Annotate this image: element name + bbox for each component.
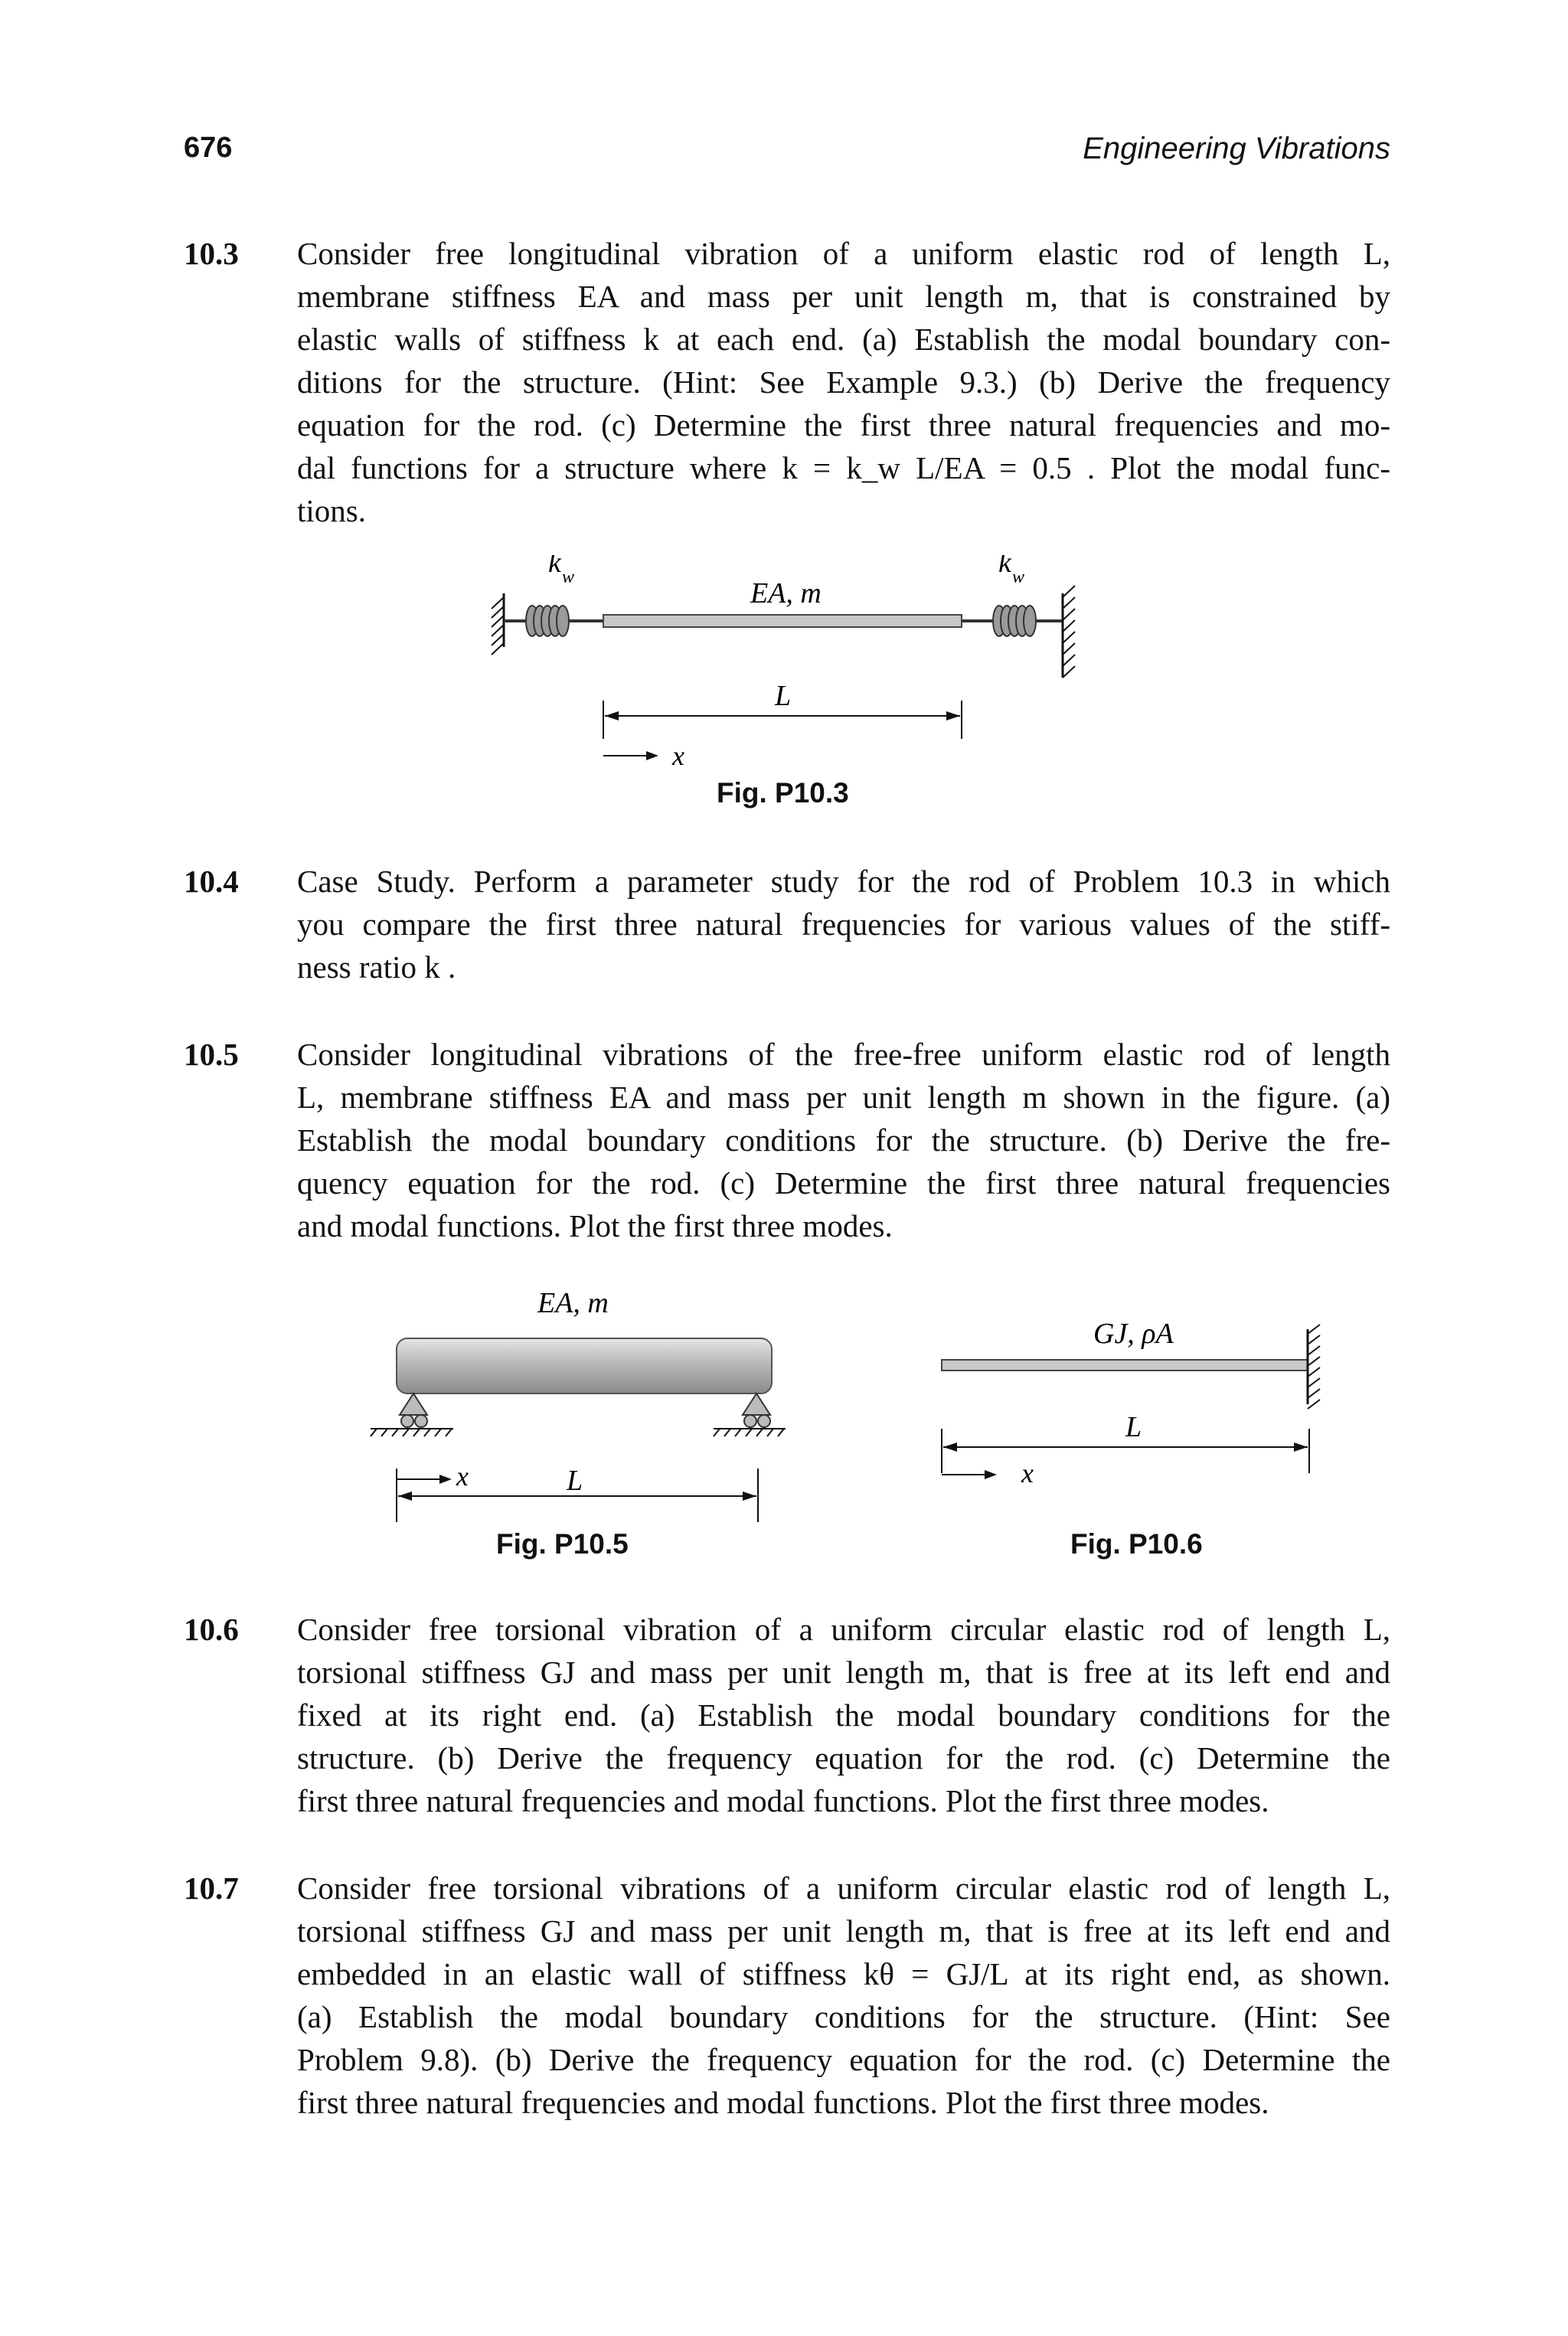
text-line: first three natural frequencies and modal functions. Plot the first three modes. — [297, 1783, 1269, 1818]
figure-p10-5 — [360, 1279, 789, 1570]
text-line: embedded in an elastic wall of stiffness kθ = GJ/L at its right end, as shown. — [297, 1956, 1390, 1991]
label-kw-left-sub: w — [562, 567, 575, 587]
fixed-wall-hatch — [1308, 1325, 1320, 1409]
figure-caption: Fig. P10.6 — [1070, 1528, 1203, 1560]
rod — [942, 1360, 1308, 1371]
figure-caption: Fig. P10.3 — [717, 777, 849, 809]
label-kw-right: k — [998, 555, 1011, 579]
text-line: (a) Establish the modal boundary conditions for the structure. (Hint: See — [297, 1999, 1390, 2034]
left-wall-hatch — [492, 597, 504, 655]
label-x: x — [672, 740, 684, 769]
text-line: quency equation for the rod. (c) Determine the first three natural frequencies — [297, 1165, 1390, 1201]
text-line: Problem 9.8). (b) Derive the frequency equation for the rod. (c) Determine the — [297, 2042, 1390, 2077]
figure-p10-3 — [475, 555, 1102, 815]
text-line: ditions for the structure. (Hint: See Example 9.3.) (b) Derive the frequency — [297, 364, 1390, 400]
label-x: x — [1021, 1458, 1034, 1488]
text-line: structure. (b) Derive the frequency equation for the rod. (c) Determine the — [297, 1740, 1390, 1776]
figure-caption: Fig. P10.5 — [496, 1528, 629, 1560]
problem-text — [297, 1867, 1390, 2124]
right-roller-support — [714, 1393, 786, 1436]
text-line: torsional stiffness GJ and mass per unit length m, that is free at its left end and — [297, 1655, 1390, 1690]
problem-text — [297, 1608, 1390, 1822]
text-line: torsional stiffness GJ and mass per unit length m, that is free at its left end and — [297, 1913, 1390, 1949]
text-line: dal functions for a structure where k = k_w L/EA = 0.5 . Plot the modal func- — [297, 450, 1390, 485]
text-line: equation for the rod. (c) Determine the first three natural frequencies and mo- — [297, 407, 1390, 443]
text-line: first three natural frequencies and modal functions. Plot the first three modes. — [297, 2085, 1269, 2120]
text-line: Consider free torsional vibrations of a uniform circular elastic rod of length L, — [297, 1870, 1390, 1906]
figure-p10-6-drawing — [919, 1279, 1348, 1531]
text-line: tions. — [297, 493, 366, 528]
text-line: Establish the modal boundary conditions for the structure. (b) Derive the fre- — [297, 1122, 1390, 1158]
problem-number: 10.3 — [184, 236, 239, 271]
page-number: 676 — [184, 132, 233, 164]
label-rod-props: EA, m — [750, 577, 822, 609]
label-length: L — [1125, 1411, 1142, 1443]
right-spring — [962, 606, 1063, 636]
text-line: L, membrane stiffness EA and mass per unit length m shown in the figure. (a) — [297, 1080, 1390, 1115]
right-wall-hatch — [1063, 586, 1075, 678]
page-header — [184, 132, 1390, 178]
problem-number: 10.6 — [184, 1612, 239, 1647]
problem-text — [297, 232, 1390, 532]
text-line: and modal functions. Plot the first three modes. — [297, 1208, 893, 1243]
text-line: you compare the first three natural frequencies for various values of the stiff- — [297, 907, 1390, 942]
text-line: fixed at its right end. (a) Establish the modal boundary conditions for the — [297, 1697, 1390, 1733]
text-line: membrane stiffness EA and mass per unit length m, that is constrained by — [297, 279, 1390, 314]
left-spring — [504, 606, 603, 636]
figure-p10-5-drawing — [360, 1279, 789, 1531]
text-line: Consider free longitudinal vibration of a uniform elastic rod of length L, — [297, 236, 1390, 271]
label-kw-right-sub: w — [1012, 567, 1025, 587]
problem-number: 10.5 — [184, 1037, 239, 1072]
text-line: Consider free torsional vibration of a uniform circular elastic rod of length L, — [297, 1612, 1390, 1647]
label-kw-left: k — [548, 555, 561, 579]
problem-text — [297, 860, 1390, 988]
rod — [397, 1338, 772, 1393]
text-line: Consider longitudinal vibrations of the free-free uniform elastic rod of length — [297, 1037, 1390, 1072]
text-line: ness ratio k . — [297, 949, 456, 985]
rod — [603, 615, 962, 627]
figure-p10-6 — [919, 1279, 1348, 1570]
problem-number: 10.4 — [184, 864, 239, 899]
text-line: Case Study. Perform a parameter study for the rod of Problem 10.3 in which — [297, 864, 1390, 899]
text-line: elastic walls of stiffness k at each end. (a) Establish the modal boundary con- — [297, 322, 1390, 357]
problem-number: 10.7 — [184, 1870, 239, 1906]
running-title: Engineering Vibrations — [1083, 132, 1390, 165]
label-length: L — [775, 680, 792, 712]
figure-p10-3-drawing — [475, 555, 1102, 769]
label-rod-props: EA, m — [537, 1287, 609, 1319]
label-length: L — [567, 1465, 583, 1497]
label-rod-props: GJ, ρA — [1093, 1318, 1174, 1350]
label-x: x — [456, 1461, 469, 1491]
left-roller-support — [371, 1393, 453, 1436]
problem-text — [297, 1033, 1390, 1247]
